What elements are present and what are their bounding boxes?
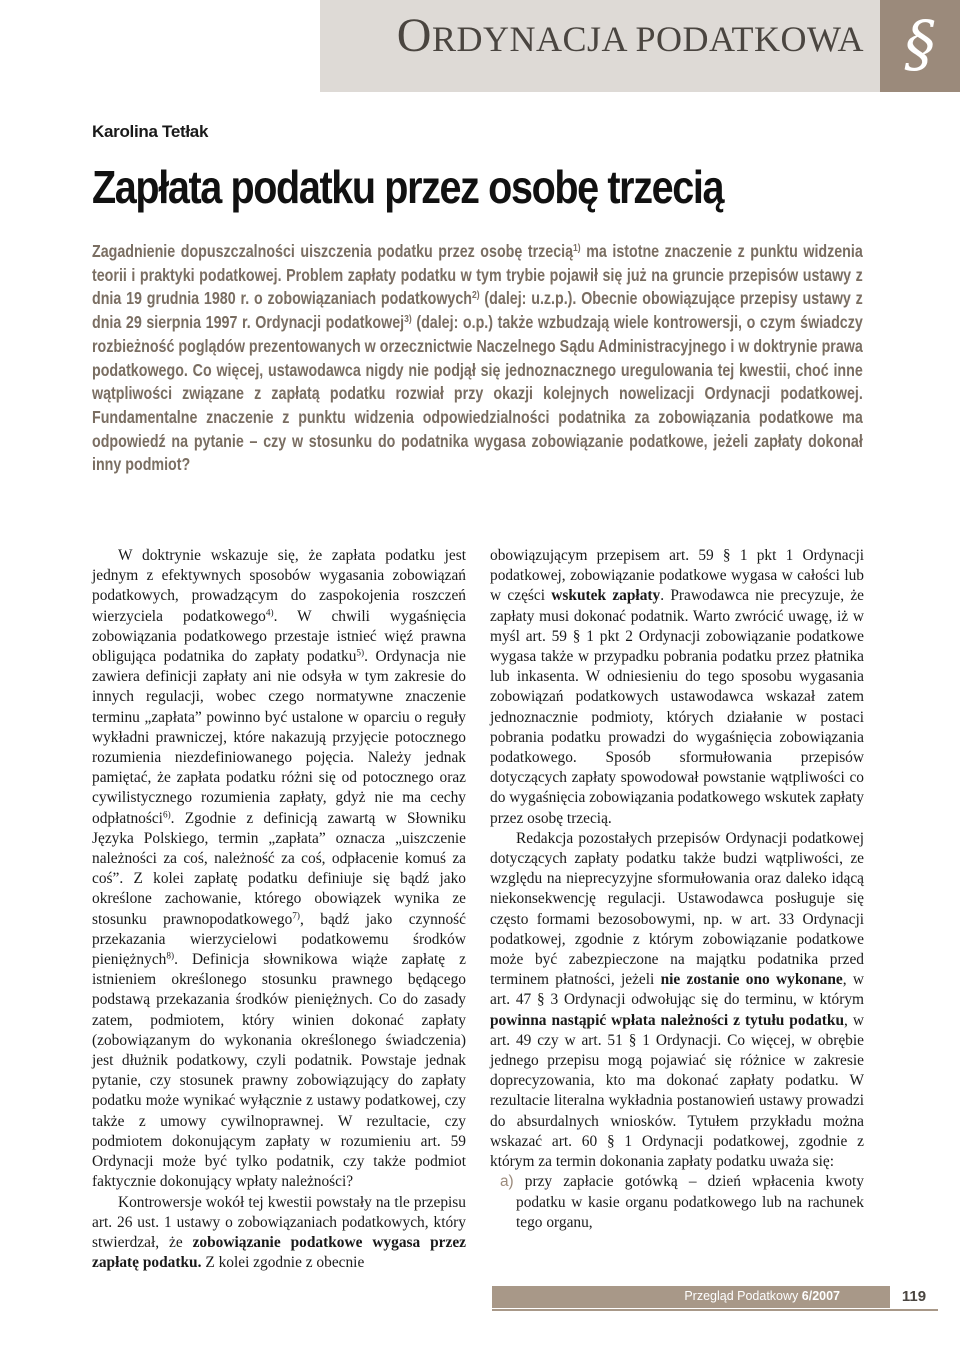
- list-item-text: przy zapłacie gotówką – dzień wpłacenia kwoty podatku w kasie organu podatkowego lub na rachunek tego organu,: [513, 1173, 864, 1231]
- section-title-initial: O: [396, 9, 432, 62]
- paragraph-sign-icon: §: [904, 7, 936, 80]
- body-emphasis: powinna nastąpić wpłata należności z tytułu podatku: [490, 1011, 845, 1029]
- section-logo: [880, 0, 960, 92]
- body-text: , w art. 49 czy w art. 51 § 1 Ordynacji. Co więcej, w obrębie jednego przepisu mogą pojawiać się różnice w zakresie doprecyzowania, kto ma dokonać zapłaty podatku. W rezultacie literalna wykładnia postanowień ustawy prowadzi do absurdalnych wniosków. Tytułem przykładu można wskazać art. 60 § 1 Ordynacji podatkowej, zgodnie z którym za termin dokonania zapłaty podatku uważa się:: [490, 1011, 864, 1171]
- abstract-text: (dalej: o.p.) także wzbudzają wiele kontrowersji, o czym świadczy rozbieżność poglądów prezentowanych w orzecznictwie Naczelnego Sądu Administracyjnego i w doktrynie prawa podatkowego. Co więcej, ustawodawca nigdy nie podjął się jednoznacznego uregulowania tej kwestii, choć inne wątpliwości związane z zapłatą podatku rozwiał przy okazji kolejnych nowelizacji Ordynacji podatkowej. Fundamentalne znaczenie z punktu widzenia odpowiedzialności podatnika za zobowiązania podatkowe ma odpowiedź na pytanie – czy w stosunku do podatnika wygasa zobowiązanie podatkowe, jeżeli zapłaty dokonał inny podmiot?: [92, 312, 863, 475]
- footnote-ref: 7): [292, 910, 300, 921]
- body-text: obowiązującym przepisem art. 59 § 1 pkt 1 Ordynacji podatkowej, zobowiązanie podatkowe wygasa w całości lub w części: [490, 547, 864, 605]
- footnote-ref: 5): [356, 647, 365, 658]
- body-text: W doktrynie wskazuje się, że zapłata podatku jest jednym z efektywnych sposobów wygasania zobowiązań podatkowych, prowadzącym do zaspokojenia roszczeń wierzyciela podatkowego: [92, 547, 466, 625]
- article-author: Karolina Tetłak: [92, 122, 209, 141]
- body-text: Kontrowersje wokół tej kwestii powstały na tle przepisu art. 26 ust. 1 ustawy o zobowiązaniach podatkowych, który stwierdzał, że: [92, 1193, 466, 1251]
- body-text: , w art. 47 § 3 Ordynacji odwołując się do terminu, w którym: [490, 971, 864, 1009]
- body-text: Redakcja pozostałych przepisów Ordynacji podatkowej dotyczących zapłaty podatku także budzi wątpliwości, ze względu na nieprecyzyjne sformułowania oraz daleko idącą niekonsekwencję regulacji. Ustawodawca posługuje się często formami bezosobowymi, np. w art. 33 Ordynacji podatkowej, zgodnie z którym zobowiązanie podatkowe może być zabezpieczone na majątku podatnika przed terminem płatności, jeżeli: [490, 829, 864, 989]
- footer-rule: [492, 1309, 938, 1311]
- body-column-right: [490, 546, 864, 1233]
- body-paragraph: [490, 546, 864, 829]
- footer-journal-name: Przegląd Podatkowy: [684, 1289, 799, 1303]
- body-emphasis: wskutek zapłaty: [551, 587, 661, 605]
- footnote-ref: 1): [573, 242, 581, 254]
- section-title-rest: RDYNACJA PODATKOWA: [431, 19, 864, 59]
- abstract-text: ma istotne znaczenie z punktu widzenia teorii i praktyki podatkowej. Problem zapłaty podatku w tym trybie pojawił się już na gruncie przepisów ustawy z dnia 19 grudnia 1980 r. o zobowiązaniach podatkowych: [92, 241, 863, 309]
- section-title: [397, 8, 864, 63]
- list-marker: a): [500, 1173, 514, 1191]
- body-paragraph: [92, 1193, 466, 1274]
- footnote-ref: 4): [265, 607, 274, 618]
- body-emphasis: zobowiązanie podatkowe wygasa przez zapłatę podatku.: [92, 1233, 466, 1272]
- abstract-text: (dalej: u.z.p.). Obecnie obowiązujące przepisy ustawy z dnia 29 sierpnia 1997 r. Ordynacji podatkowej: [92, 288, 863, 333]
- body-text: . Prawodawca nie precyzuje, że zapłaty musi dokonać podatnik. Warto zwrócić uwagę, iż w myśl art. 59 § 1 pkt 2 Ordynacji zobowiązanie podatkowe wygasa także w przypadku pobrania podatku przez płatnika lub inkasenta. W odniesieniu do tego sposobu wygasania zobowiązań podatkowych ustawodawca wskazał zatem jednoznacznie podmioty, których działanie w postaci pobrania podatku prowadzi do wygaśnięcia zobowiązania podatkowego. Sposób sformułowania przepisów dotyczących zapłaty spowodował powstanie wątpliwości co do wygaśnięcia zobowiązania podatkowego wskutek zapłaty przez osobę trzecią.: [490, 587, 864, 827]
- body-text: , bądź jako czynność przekazania wierzycielowi podatkowemu środków pieniężnych: [92, 910, 466, 969]
- page-number: 119: [901, 1288, 927, 1305]
- body-text: . Ordynacja nie zawiera definicji zapłaty ani nie odsyła w tym zakresie do innych regulacji, wobec czego normatywne znaczenie terminu „zapłata” powinno być ustalone w oparciu o reguły wykładni prawniczej, które nakazują przyjęcie potocznego rozumienia niezdefiniowanego pojęcia. Należy jednak pamiętać, że zapłata podatku różni się od potocznego oraz cywilistycznego rozumienia zapłaty, gdyż nie ma cechy odpłatności: [92, 648, 466, 827]
- article-abstract: [92, 240, 863, 477]
- body-text: Z kolei zgodnie z obecnie: [201, 1254, 365, 1272]
- footnote-ref: 6): [162, 809, 171, 820]
- body-column-left: [92, 546, 466, 1273]
- body-text: . Zgodnie z definicją zawartą w Słowniku Języka Polskiego, termin „zapłata” oznacza „uiszczenie należności za coś, należność za coś, odpłacenie komuś za coś”. Z kolei zapłatę podatku definiuje się bądź jako określone zachowanie, którego obowiązek wynika ze stosunku prawnopodatkowego: [92, 809, 466, 928]
- body-emphasis: nie zostanie ono wykonane: [660, 971, 843, 989]
- abstract-text: Zagadnienie dopuszczalności uiszczenia podatku przez osobę trzecią: [92, 241, 574, 261]
- list-item: [490, 1172, 864, 1233]
- footnote-ref: 3): [404, 313, 412, 325]
- footer-bar: [492, 1286, 890, 1308]
- body-paragraph: [490, 829, 864, 1172]
- body-text: . Definicja słownikowa wiąże zapłatę z istnieniem określonego stosunku prawnego będącego podstawą przekazania środków pieniężnych. Co do zasady zatem, podmiotem, który winien dokonać zapłaty (zobowiązanym do wykonania określonego świadczenia) jest dłużnik podatkowy, czyli podatnik. Powstaje jednak pytanie, czy stosunek prawny zobowiązujący do zapłaty podatku może wynikać wyłącznie z ustawy podatkowej, czy także z umowy cywilnoprawnej. W rezultacie, czy podmiotem dokonującym zapłaty w rozumieniu art. 59 Ordynacji może być tylko podatnik, czy także podmiot faktycznie dokonujący wpłaty należności?: [92, 951, 466, 1191]
- footer-issue: 6/2007: [801, 1289, 840, 1303]
- footnote-ref: 8): [166, 950, 175, 961]
- body-paragraph: [92, 546, 466, 1193]
- footnote-ref: 2): [472, 290, 480, 302]
- body-text: . W chwili wygaśnięcia zobowiązania podatkowego przestaje istnieć więź prawna obligująca podatnika do zapłaty podatku: [92, 607, 467, 666]
- article-title: Zapłata podatku przez osobę trzecią: [92, 161, 724, 213]
- footer-journal-info: [684, 1289, 840, 1303]
